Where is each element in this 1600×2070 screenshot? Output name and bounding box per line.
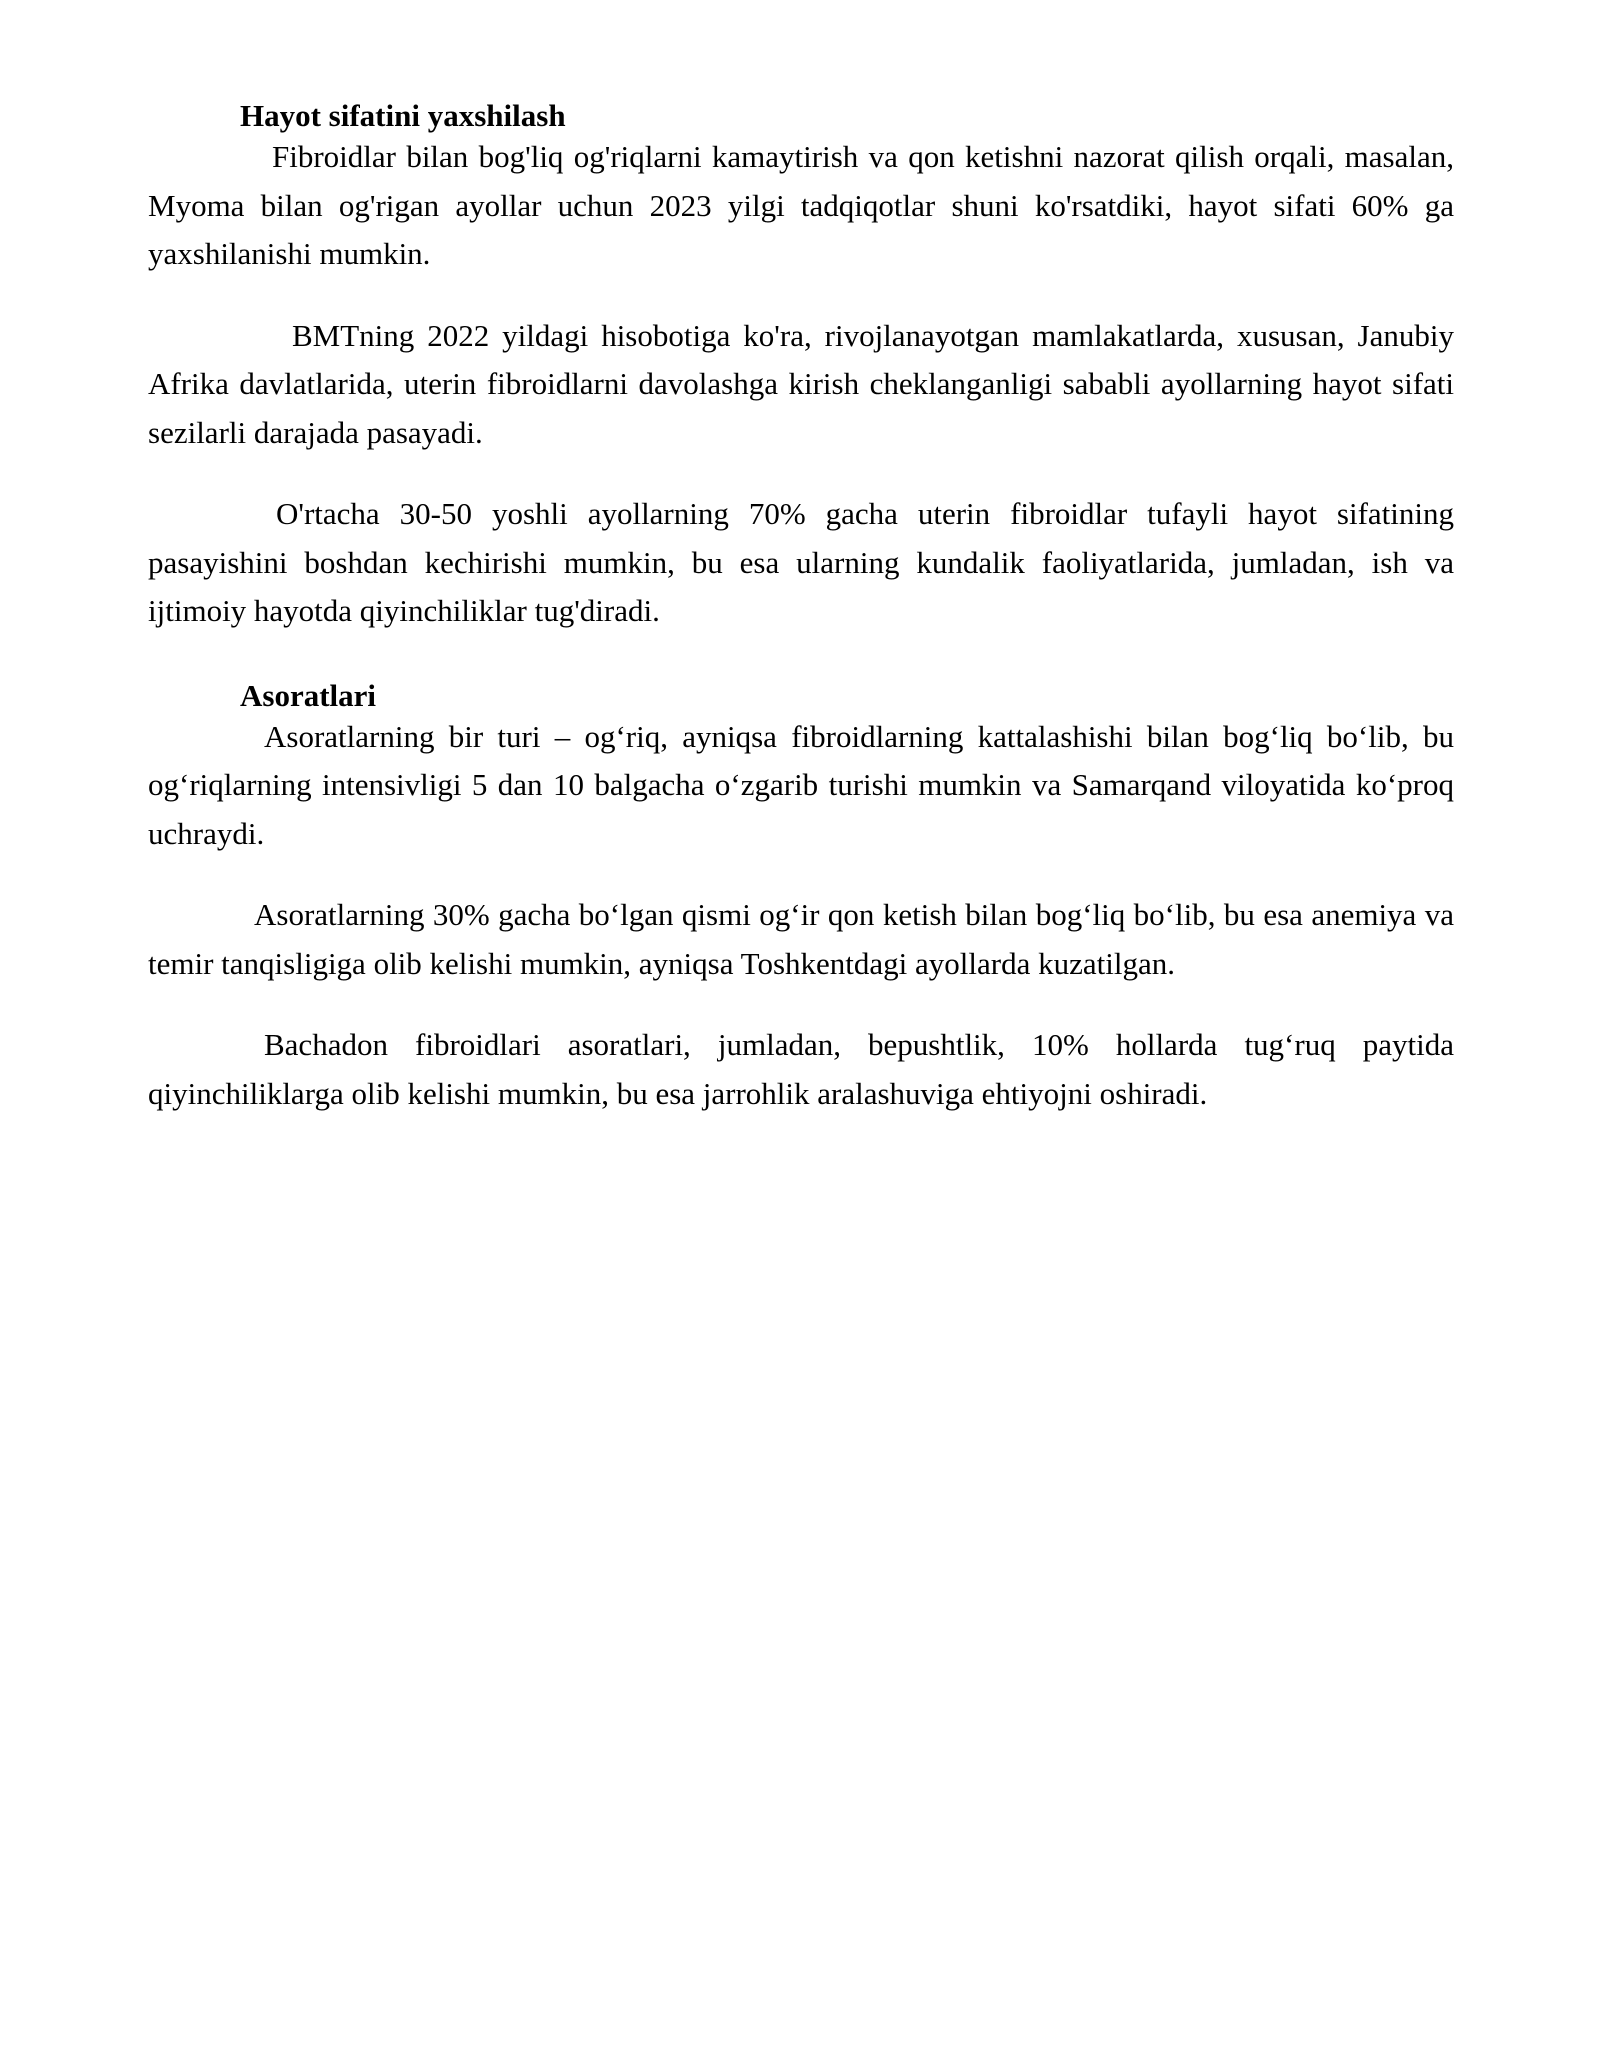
document-page [148, 96, 1454, 1118]
paragraph: Fibroidlar bilan bog'liq og'riqlarni kamaytirish va qon ketishni nazorat qilish orqali, masalan, Myoma bilan og'rigan ayollar uchun 2023 yilgi tadqiqotlar shuni ko'rsatdiki, hayot sifati 60% ga yaxshilanishi mumkin. [148, 139, 1454, 271]
paragraph: Asoratlarning 30% gacha bo‘lgan qismi og‘ir qon ketish bilan bog‘liq bo‘lib, bu esa anemiya va temir tanqisligiga olib kelishi mumkin, ayniqsa Toshkentdagi ayollarda kuzatilgan. [148, 897, 1454, 981]
paragraph: Asoratlarning bir turi – og‘riq, ayniqsa fibroidlarning kattalashishi bilan bog‘liq bo‘lib, bu og‘riqlarning intensivligi 5 dan 10 balgacha o‘zgarib turishi mumkin va Samarqand viloyatida ko‘proq uchraydi. [148, 718, 1454, 851]
paragraph: O'rtacha 30-50 yoshli ayollarning 70% gacha uterin fibroidlar tufayli hayot sifatining pasayishini boshdan kechirishi mumkin, bu esa ularning kundalik faoliyatlarida, jumladan, ish va ijtimoiy hayotda qiyinchiliklar tug'diradi. [148, 496, 1454, 628]
section-heading-quality-of-life: Hayot sifatini yaxshilash [240, 98, 566, 133]
section-heading-complications: Asoratlari [240, 677, 377, 713]
paragraph: Bachadon fibroidlari asoratlari, jumladan, bepushtlik, 10% hollarda tug‘ruq paytida qiyinchiliklarga olib kelishi mumkin, bu esa jarrohlik aralashuviga ehtiyojni oshiradi. [148, 1027, 1454, 1111]
paragraph: BMTning 2022 yildagi hisobotiga ko'ra, rivojlanayotgan mamlakatlarda, xususan, Janubiy Afrika davlatlarida, uterin fibroidlarni davolashga kirish cheklanganligi sababli ayollarning hayot sifati sezilarli darajada pasayadi. [148, 317, 1454, 450]
